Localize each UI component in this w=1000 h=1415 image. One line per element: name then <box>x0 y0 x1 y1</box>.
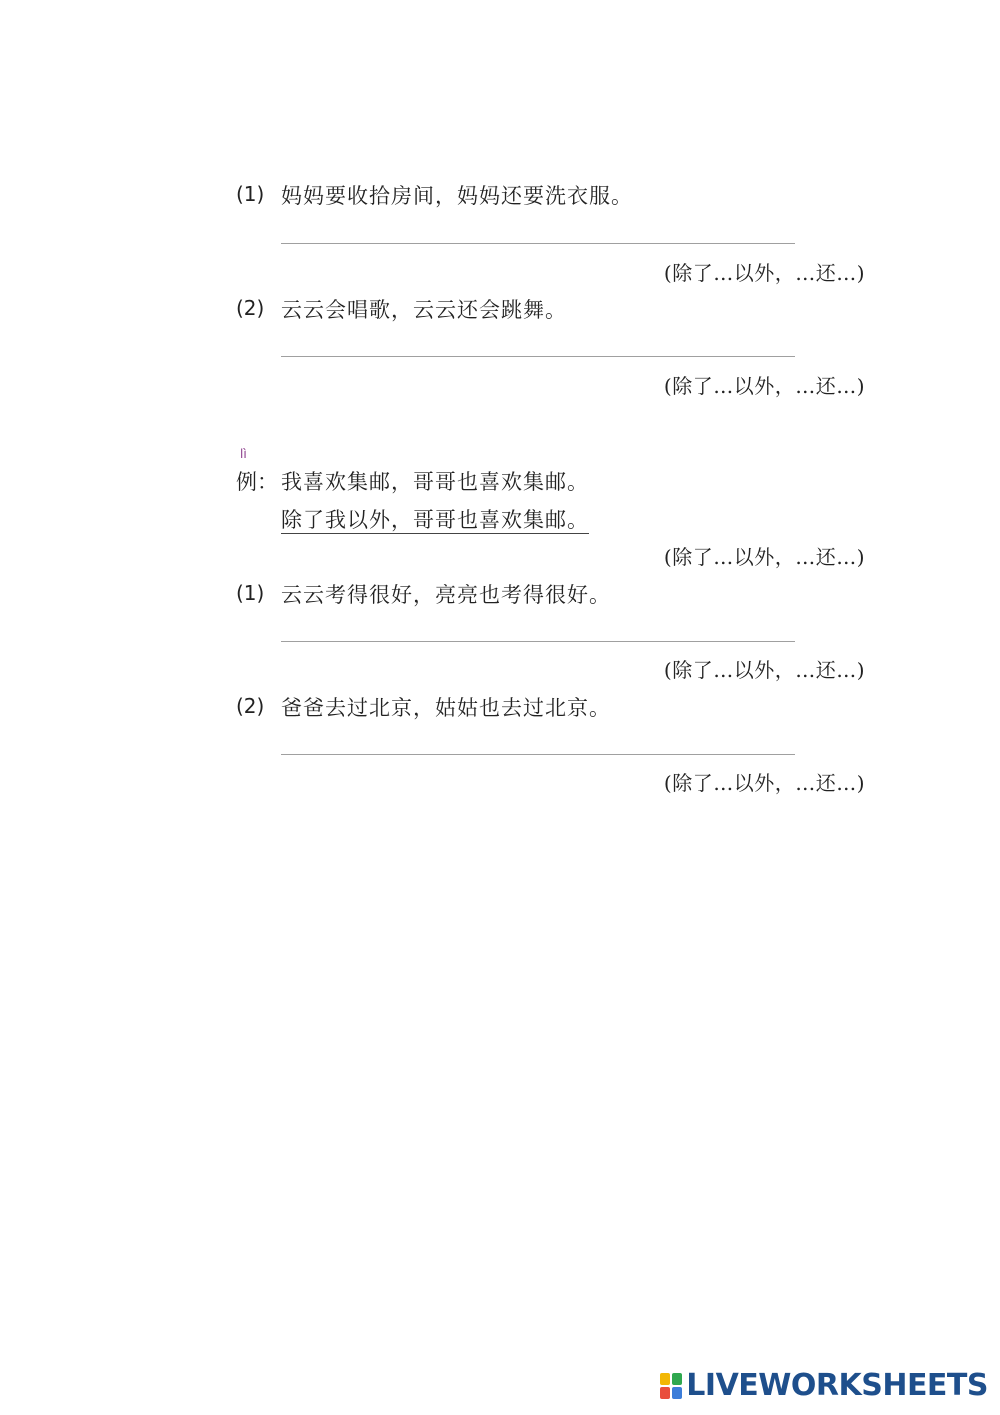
question-sentence: 爸爸去过北京，姑姑也去过北京。 <box>281 696 611 720</box>
example-answer-text: 除了我以外，哥哥也喜欢集邮。 <box>281 508 589 532</box>
question-sentence: 妈妈要收拾房间，妈妈还要洗衣服。 <box>281 184 633 208</box>
answer-line[interactable] <box>281 356 795 357</box>
liveworksheets-brand <box>660 1368 988 1403</box>
pattern-hint: (除了…以外，…还…) <box>663 261 865 285</box>
answer-line[interactable] <box>281 754 795 755</box>
example-answer <box>281 504 589 534</box>
question-sentence: 云云会唱歌，云云还会跳舞。 <box>281 298 567 322</box>
question-number: (1) <box>236 182 265 206</box>
logo-square-yellow <box>660 1373 670 1385</box>
pattern-hint: (除了…以外，…还…) <box>663 658 865 682</box>
liveworksheets-logo-icon <box>660 1373 682 1399</box>
example-sentence: 我喜欢集邮，哥哥也喜欢集邮。 <box>281 470 589 494</box>
answer-line[interactable] <box>281 243 795 244</box>
pattern-hint: (除了…以外，…还…) <box>663 545 865 569</box>
pattern-hint: (除了…以外，…还…) <box>663 374 865 398</box>
brand-name: LIVEWORKSHEETS <box>686 1368 988 1403</box>
pattern-hint: (除了…以外，…还…) <box>663 771 865 795</box>
pinyin-annotation: lì <box>240 447 247 461</box>
logo-square-blue <box>672 1387 682 1399</box>
logo-square-green <box>672 1373 682 1385</box>
answer-line[interactable] <box>281 641 795 642</box>
question-sentence: 云云考得很好，亮亮也考得很好。 <box>281 583 611 607</box>
logo-square-red <box>660 1387 670 1399</box>
question-number: (2) <box>236 694 265 718</box>
example-label: 例： <box>236 470 278 494</box>
question-number: (2) <box>236 296 265 320</box>
question-number: (1) <box>236 581 265 605</box>
